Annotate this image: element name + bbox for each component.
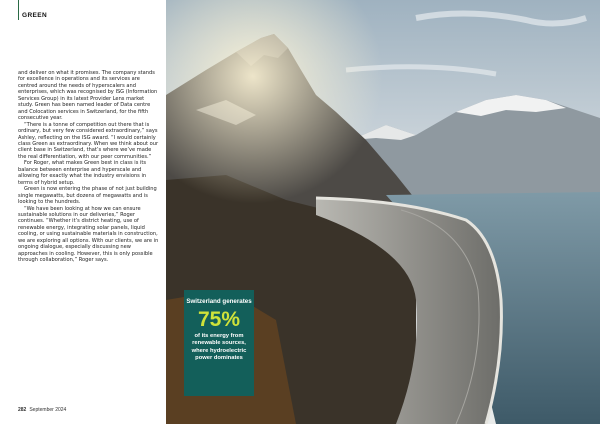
- callout-stat: 75%: [197, 308, 241, 331]
- text-column: [0, 0, 166, 424]
- section-rule: [18, 0, 19, 20]
- paragraph: Green is now entering the phase of not just building single megawatts, but dozens of megawatts and is looking to the hundreds.: [18, 186, 157, 206]
- paragraph: “We have been looking at how we can ensure sustainable solutions in our deliveries,” Roger continues. “Whether it’s district heating, use of renewable energy, integrating solar panels, liquid cooling, or using sustainable materials in construction, we are exploring all options. With our clients, we are in ongoing dialogue, especially discussing new approaches in cooling. However, this is only possible through collaboration,” Roger says.: [18, 205, 159, 264]
- page-number: 282: [18, 407, 27, 413]
- article-body: [18, 70, 160, 264]
- paragraph: “There is a tonne of competition out there that is ordinary, but very few considered extraordinary,” says Ashley, reflecting on the ISG award. “I would certainly class Green as extraordinary. When we think about our client base in Switzerland, that’s where we’ve made the real differentiation, with our peer communities.”: [18, 121, 159, 160]
- section-label: GREEN: [22, 12, 48, 19]
- callout-text: of its energy from renewable sources, where hydroelectric power dominates: [191, 333, 247, 362]
- callout-heading: Switzerland generates: [186, 298, 252, 305]
- issue-date: September 2024: [29, 407, 67, 413]
- paragraph: For Roger, what makes Green best in class is its balance between enterprise and hyperscale and allowing for exactly what the industry envisions in terms of hybrid setup.: [18, 160, 147, 186]
- paragraph: and deliver on what it promises. The company stands for excellence in operations and its services are centred around the needs of hyperscalers and enterprises, which was recognised by ISG (Information Services Group) in its latest Provider Lens market study. Green has been named leader of Data centre and Colocation services in Switzerland, for the fifth consecutive year.: [18, 70, 158, 122]
- stat-callout: [184, 290, 254, 396]
- page-footer: [18, 407, 66, 413]
